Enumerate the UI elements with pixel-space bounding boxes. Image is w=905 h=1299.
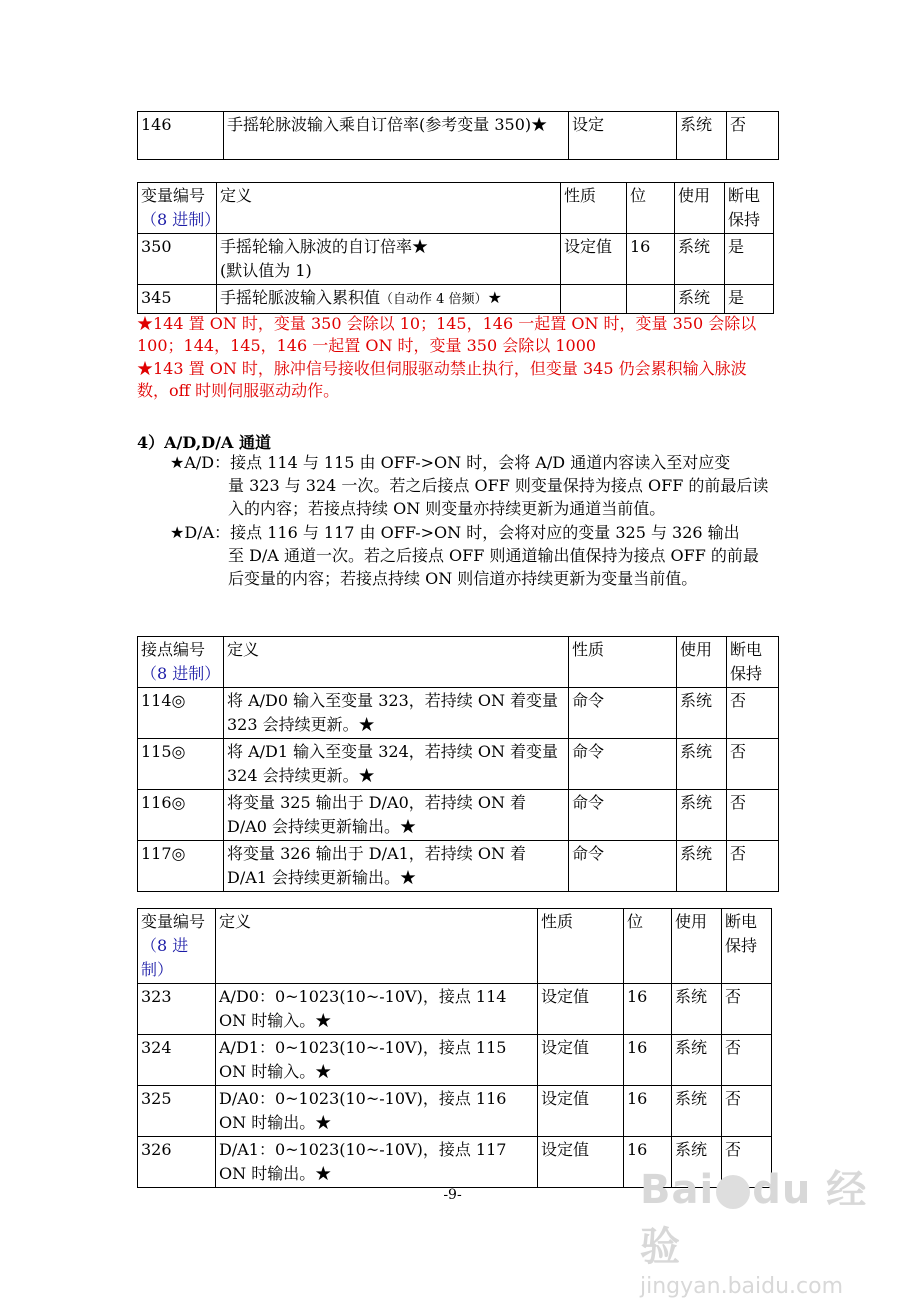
var-id: 323 [138,984,216,1035]
var-nature: 设定值 [538,1086,624,1137]
var-use: 系统 [672,1035,722,1086]
table-row [138,688,779,739]
var-hold: 是 [725,234,774,285]
contact-id: 117◎ [138,841,224,892]
var-nature: 设定 [569,112,677,160]
var-def: D/A1：0~1023(10~-10V)，接点 117 ON 时输出。★ [216,1137,538,1188]
table-row [138,1086,772,1137]
table-row [138,739,779,790]
contact-hold: 否 [727,739,779,790]
contact-nature: 命令 [569,790,677,841]
contact-hold: 否 [727,688,779,739]
var-bit: 16 [624,1137,672,1188]
contact-id: 116◎ [138,790,224,841]
var-bit: 16 [624,1086,672,1137]
contact-nature: 命令 [569,739,677,790]
table-header [138,183,774,234]
table-row [138,285,774,314]
da-description [170,521,770,590]
header-hold: 断电 保持 [727,637,779,688]
var-bit: 16 [624,984,672,1035]
var-id: 326 [138,1137,216,1188]
contact-def: 将 A/D1 输入至变量 324，若持续 ON 着变量 324 会持续更新。★ [224,739,569,790]
table-146 [137,111,779,160]
contact-nature: 命令 [569,841,677,892]
ad-lead: ★A/D：接点 114 与 115 由 OFF->ON 时，会将 A/D 通道内容读入至对应变 [170,453,731,472]
var-nature: 设定值 [538,984,624,1035]
header-def: 定义 [217,183,561,234]
var-use: 系统 [675,234,725,285]
table-row [138,984,772,1035]
var-def: D/A0：0~1023(10~-10V)，接点 116 ON 时输出。★ [216,1086,538,1137]
var-def: 手摇轮脈波输入累积值（自动作 4 倍频）★ [217,285,561,314]
table-header [138,909,772,984]
contact-hold: 否 [727,841,779,892]
contact-use: 系统 [677,790,727,841]
table-row [138,112,779,160]
var-bit: 16 [624,1035,672,1086]
table-contacts [137,636,779,892]
var-hold: 否 [722,1086,772,1137]
var-use: 系统 [675,285,725,314]
var-nature: 设定值 [538,1137,624,1188]
header-nature: 性质 [569,637,677,688]
table-row [138,1035,772,1086]
header-def: 定义 [224,637,569,688]
var-id: 146 [138,112,224,160]
var-hold: 否 [722,1035,772,1086]
contact-nature: 命令 [569,688,677,739]
ad-description [170,451,770,520]
contact-def: 将变量 325 输出于 D/A0，若持续 ON 着 D/A0 会持续更新输出。★ [224,790,569,841]
header-id: 接点编号 （8 进制） [138,637,224,688]
table-vars-350 [137,182,774,314]
table-row [138,790,779,841]
baidu-watermark [640,1158,880,1299]
var-def: A/D1：0~1023(10~-10V)，接点 115 ON 时输入。★ [216,1035,538,1086]
section-heading: 4）A/D,D/A 通道 [137,433,271,452]
var-use: 系统 [672,984,722,1035]
var-hold: 否 [722,1137,772,1188]
da-continuation: 至 D/A 通道一次。若之后接点 OFF 则通道输出值保持为接点 OFF 的前最后变量的内容；若接点持续 ON 则信道亦持续更新为变量当前值。 [228,546,759,588]
var-id: 345 [138,285,217,314]
watermark-logo: Bai du 经验 [640,1167,868,1270]
var-def: 手摇轮输入脉波的自订倍率★ (默认值为 1) [217,234,561,285]
var-use: 系统 [672,1137,722,1188]
table-ad-da-vars [137,908,772,1188]
contact-id: 115◎ [138,739,224,790]
header-nature: 性质 [538,909,624,984]
var-bit [627,285,675,314]
header-hold: 断电 保持 [725,183,774,234]
header-hold: 断电 保持 [722,909,772,984]
header-def: 定义 [216,909,538,984]
header-nature: 性质 [561,183,627,234]
contact-hold: 否 [727,790,779,841]
header-bit: 位 [627,183,675,234]
var-hold: 是 [725,285,774,314]
var-nature [561,285,627,314]
contact-use: 系统 [677,688,727,739]
watermark-url: jingyan.baidu.com [640,1274,844,1299]
var-use: 系统 [677,112,727,160]
table-row [138,841,779,892]
contact-def: 将 A/D0 输入至变量 323，若持续 ON 着变量 323 会持续更新。★ [224,688,569,739]
var-def: A/D0：0~1023(10~-10V)，接点 114 ON 时输入。★ [216,984,538,1035]
var-nature: 设定值 [538,1035,624,1086]
contact-use: 系统 [677,841,727,892]
var-hold: 否 [722,984,772,1035]
table-row [138,234,774,285]
var-id: 350 [138,234,217,285]
header-id: 变量编号 （8 进制） [138,909,216,984]
var-nature: 设定值 [561,234,627,285]
contact-use: 系统 [677,739,727,790]
page-number: -9- [443,1187,462,1203]
var-use: 系统 [672,1086,722,1137]
header-use: 使用 [672,909,722,984]
var-bit: 16 [627,234,675,285]
header-use: 使用 [675,183,725,234]
note-servo: ★143 置 ON 时，脉冲信号接收但伺服驱动禁止执行，但变量 345 仍会累积输入脉波数，off 时则伺服驱动动作。 [137,359,747,400]
header-bit: 位 [624,909,672,984]
paw-icon [716,1175,750,1209]
da-lead: ★D/A：接点 116 与 117 由 OFF->ON 时，会将对应的变量 325 与 326 输出 [170,523,740,542]
table-header [138,637,779,688]
var-id: 324 [138,1035,216,1086]
var-def: 手摇轮脉波输入乘自订倍率(参考变量 350)★ [224,112,569,160]
header-id: 变量编号 （8 进制） [138,183,217,234]
ad-continuation: 量 323 与 324 一次。若之后接点 OFF 则变量保持为接点 OFF 的前最后读入的内容；若接点持续 ON 则变量亦持续更新为通道当前值。 [228,476,769,518]
var-id: 325 [138,1086,216,1137]
contact-def: 将变量 326 输出于 D/A1，若持续 ON 着 D/A1 会持续更新输出。★ [224,841,569,892]
header-use: 使用 [677,637,727,688]
var-hold: 否 [727,112,779,160]
note-divide: ★144 置 ON 时，变量 350 会除以 10；145，146 一起置 ON 时，变量 350 会除以 100；144，145，146 一起置 ON 时，变量 350 会除以 1000 [137,314,757,355]
contact-id: 114◎ [138,688,224,739]
